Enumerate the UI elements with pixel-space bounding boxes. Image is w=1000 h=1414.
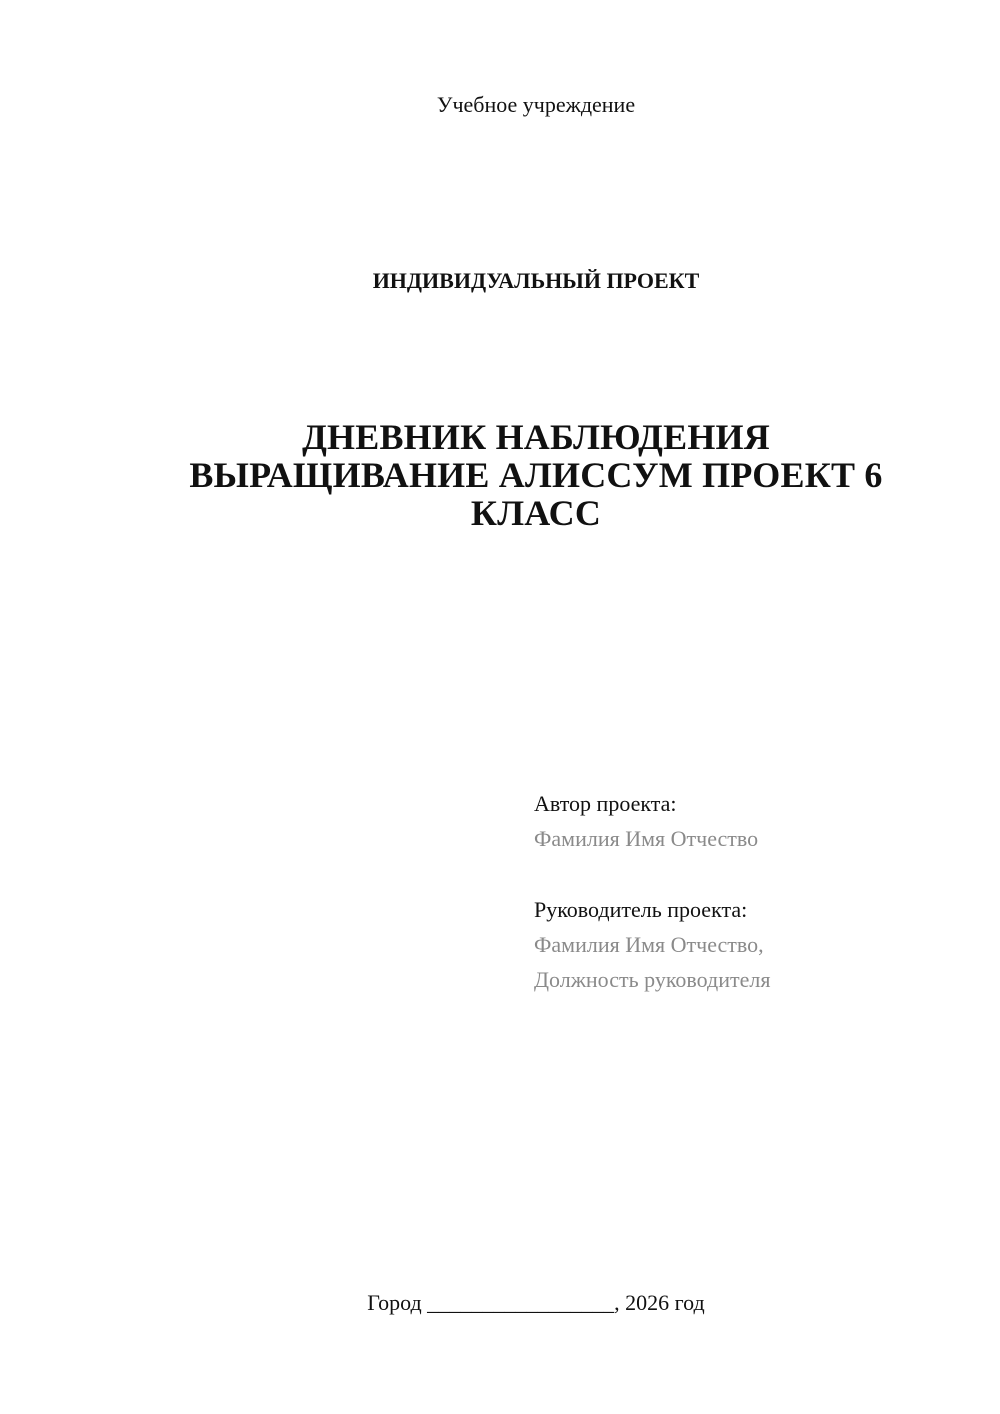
project-type-heading: ИНДИВИДУАЛЬНЫЙ ПРОЕКТ (372, 268, 700, 293)
credits-spacer (534, 856, 974, 892)
author-name: Фамилия Имя Отчество (534, 826, 759, 851)
institution-name: Учебное учреждение (436, 92, 636, 117)
city-year-line: Город _________________, 2026 год (367, 1290, 705, 1315)
title-line-3: КЛАСС (470, 493, 602, 533)
credits-block (534, 786, 974, 997)
title-line-1: ДНЕВНИК НАБЛЮДЕНИЯ (302, 417, 770, 457)
supervisor-name: Фамилия Имя Отчество, (534, 932, 764, 957)
author-label: Автор проекта: (534, 791, 677, 816)
document-title (150, 418, 922, 532)
supervisor-label: Руководитель проекта: (534, 897, 748, 922)
supervisor-position: Должность руководителя (534, 967, 771, 992)
title-line-2: ВЫРАЩИВАНИЕ АЛИССУМ ПРОЕКТ 6 (189, 455, 883, 495)
